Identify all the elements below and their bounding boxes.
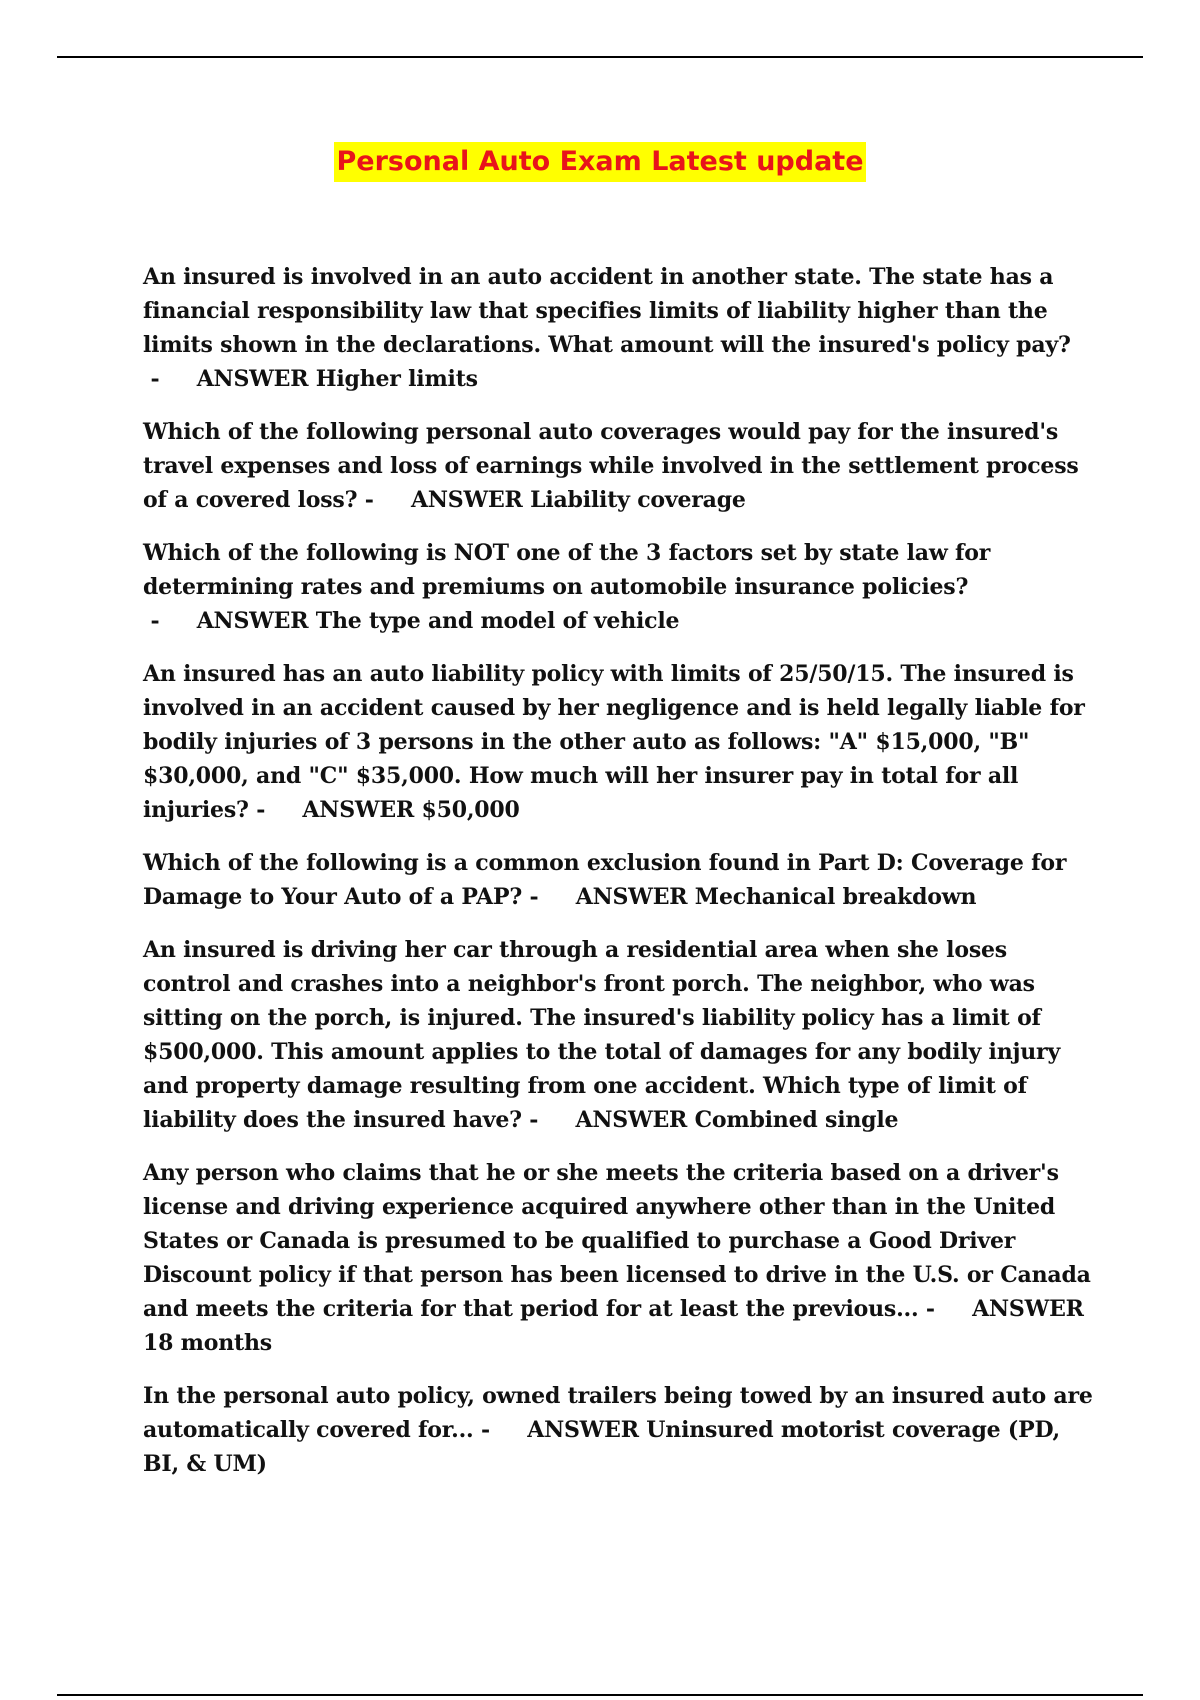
- top-rule: [57, 56, 1143, 58]
- question-text: Which of the following is NOT one of the 3 factors set by state law for determining rates and premiums on automobile insurance policies?: [143, 540, 991, 600]
- question-text: Which of the following is a common exclusion found in Part D: Coverage for Damage to Your Auto of a PAP?: [143, 850, 1067, 910]
- separator: -: [143, 608, 197, 634]
- document-title: Personal Auto Exam Latest update: [334, 142, 865, 182]
- qa-item: [143, 415, 1093, 517]
- separator: -: [521, 1107, 576, 1133]
- question-text: An insured is driving her car through a residential area when she loses control and crashes into a neighbor's front porch. The neighbor, who was sitting on the porch, is injured. The insured's liability policy has a limit of $500,000. This amount applies to the total of damages for any bodily injury and property damage resulting from one accident. Which type of limit of liability does the insured have?: [143, 937, 1061, 1133]
- answer-text: ANSWER 18 months: [143, 1296, 1084, 1356]
- separator: -: [473, 1417, 528, 1443]
- qa-item: [143, 846, 1093, 914]
- question-text: In the personal auto policy, owned trailers being towed by an insured auto are automatically covered for...: [143, 1383, 1093, 1443]
- answer-text: ANSWER The type and model of vehicle: [196, 608, 680, 634]
- question-text: Which of the following personal auto coverages would pay for the insured's travel expenses and loss of earnings while involved in the settlement process of a covered loss?: [143, 419, 1079, 513]
- qa-list: [143, 260, 1093, 1500]
- separator: -: [522, 884, 576, 910]
- qa-item: [143, 260, 1093, 396]
- answer-text: ANSWER Higher limits: [196, 366, 478, 392]
- question-text: Any person who claims that he or she meets the criteria based on a driver's license and driving experience acquired anywhere other than in the United States or Canada is presumed to be qualified to purchase a Good Driver Discount policy if that person has been licensed to drive in the U.S. or Canada and meets the criteria for that period for at least the previous...: [143, 1160, 1091, 1322]
- separator: -: [248, 797, 303, 823]
- bottom-rule: [57, 1694, 1143, 1696]
- title-area: [0, 142, 1200, 182]
- qa-item: [143, 657, 1093, 827]
- question-text: An insured is involved in an auto accident in another state. The state has a financial responsibility law that specifies limits of liability higher than the limits shown in the declarations. What amount will the insured's policy pay?: [143, 264, 1071, 358]
- answer-text: ANSWER Mechanical breakdown: [575, 884, 977, 910]
- separator: -: [143, 366, 197, 392]
- answer-text: ANSWER Combined single: [575, 1107, 899, 1133]
- question-text: An insured has an auto liability policy with limits of 25/50/15. The insured is involved in an accident caused by her negligence and is held legally liable for bodily injuries of 3 persons in the other auto as follows: "A" $15,000, "B" $30,000, and "C" $35,000. How much will her insurer pay in total for all injuries?: [143, 661, 1085, 823]
- qa-item: [143, 933, 1093, 1137]
- answer-text: ANSWER Uninsured motorist coverage (PD, BI, & UM): [143, 1417, 1061, 1477]
- answer-text: ANSWER $50,000: [302, 797, 520, 823]
- separator: -: [357, 487, 411, 513]
- qa-item: [143, 1156, 1093, 1360]
- qa-item: [143, 536, 1093, 638]
- answer-text: ANSWER Liability coverage: [410, 487, 746, 513]
- qa-item: [143, 1379, 1093, 1481]
- separator: -: [918, 1296, 973, 1322]
